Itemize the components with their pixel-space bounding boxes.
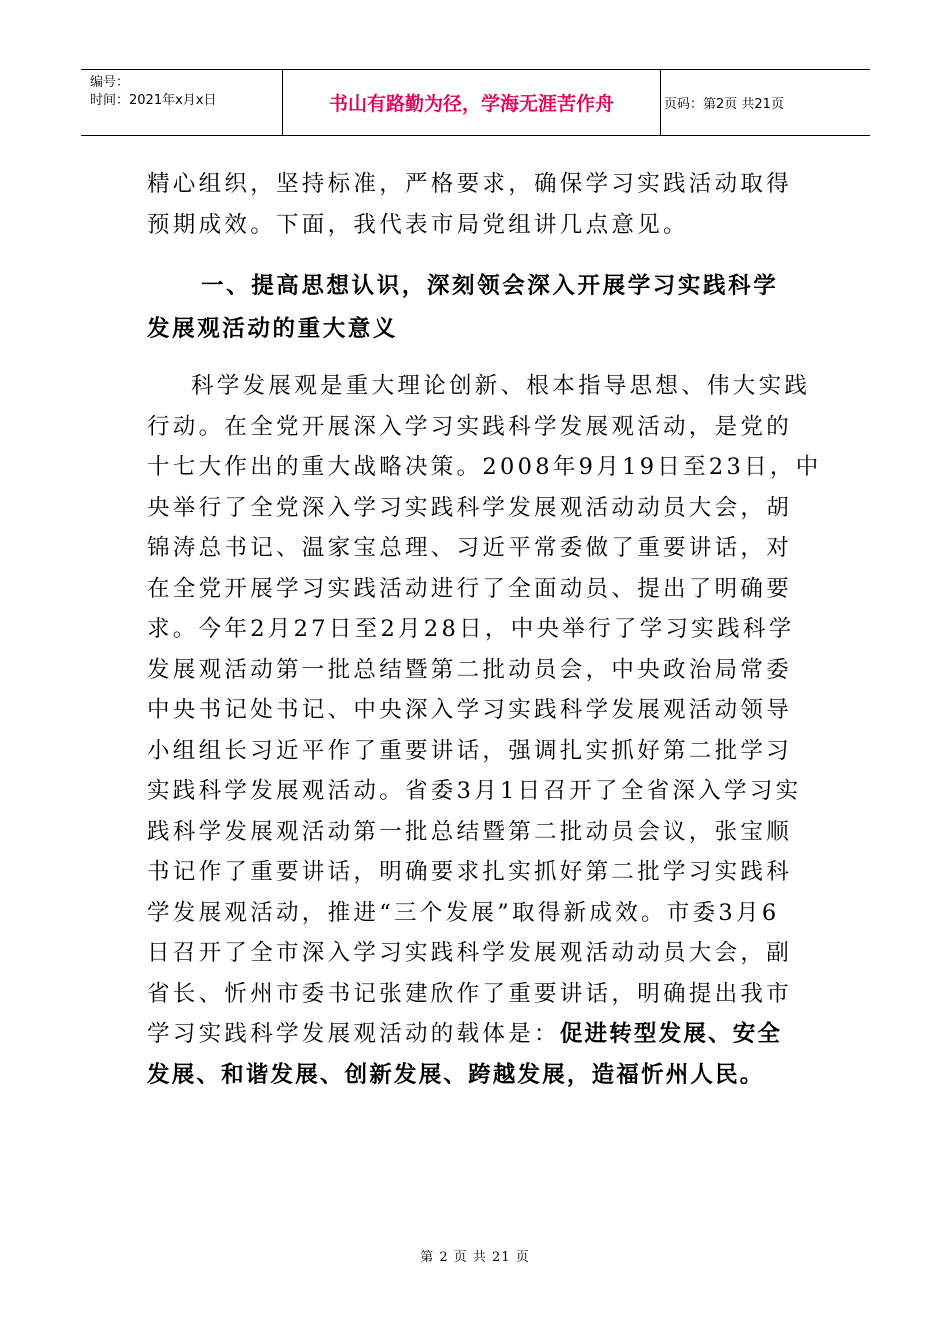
text-line: 发展观活动第一批总结暨第二批动员会，中央政治局常委 [147, 656, 793, 683]
text-line: 小组组长习近平作了重要讲话，强调扎实抓好第二批学习 [147, 737, 793, 764]
page-footer: 第 2 页 共 21 页 [420, 1250, 530, 1265]
text-line: 央举行了全党深入学习实践科学发展观活动动员大会，胡 [147, 494, 793, 521]
text-line: 实践科学发展观活动。省委3月1日召开了全省深入学习实 [147, 778, 802, 804]
paragraph-intro [147, 164, 807, 245]
header-meta-cell [81, 70, 283, 135]
text-segment: 学习实践科学发展观活动的载体是： [147, 1021, 560, 1047]
text-line: 求。今年2月27日至2月28日，中央举行了学习实践科学 [147, 616, 795, 642]
text-line: 行动。在全党开展深入学习实践科学发展观活动，是党的 [147, 413, 793, 440]
text-line: 中央书记处书记、中央深入学习实践科学发展观活动领导 [147, 697, 793, 723]
text-line: 书记作了重要讲话，明确要求扎实抓好第二批学习实践科 [147, 859, 793, 885]
header-motto: 书山有路勤为径，学海无涯苦作舟 [283, 70, 661, 135]
heading-line: 一、提高思想认识，深刻领会深入开展学习实践科学 [201, 273, 779, 299]
text-line-mixed [147, 1014, 807, 1055]
text-line: 省长、忻州市委书记张建欣作了重要讲话，明确提出我市 [147, 980, 793, 1007]
emphasis-text: 促进转型发展、安全 [559, 1021, 783, 1047]
document-time-label: 时间：2021年x月x日 [90, 93, 217, 108]
text-line: 预期成效。下面，我代表市局党组讲几点意见。 [147, 211, 689, 238]
emphasis-line: 发展、和谐发展、创新发展、跨越发展，造福忻州人民。 [147, 1061, 765, 1088]
text-line: 日召开了全市深入学习实践科学发展观活动动员大会，副 [147, 940, 793, 966]
paragraph-main [147, 366, 822, 1095]
document-header [81, 69, 870, 136]
header-page-info: 页码：第2页 共21页 [664, 97, 784, 112]
text-line: 践科学发展观活动第一批总结暨第二批动员会议，张宝顺 [147, 818, 793, 845]
text-line: 精心组织，坚持标准，严格要求，确保学习实践活动取得 [147, 171, 793, 197]
text-line: 学发展观活动，推进“三个发展”取得新成效。市委3月6 [147, 899, 780, 926]
text-line: 十七大作出的重大战略决策。2008年9月19日至23日，中 [147, 454, 822, 480]
heading-line: 发展观活动的重大意义 [147, 315, 399, 342]
section-heading [147, 266, 807, 349]
text-line: 锦涛总书记、温家宝总理、习近平常委做了重要讲话，对 [147, 535, 793, 561]
text-line: 科学发展观是重大理论创新、根本指导思想、伟大实践 [191, 373, 811, 399]
text-line: 在全党开展学习实践活动进行了全面动员、提出了明确要 [147, 575, 793, 602]
document-number-label: 编号： [90, 75, 130, 90]
